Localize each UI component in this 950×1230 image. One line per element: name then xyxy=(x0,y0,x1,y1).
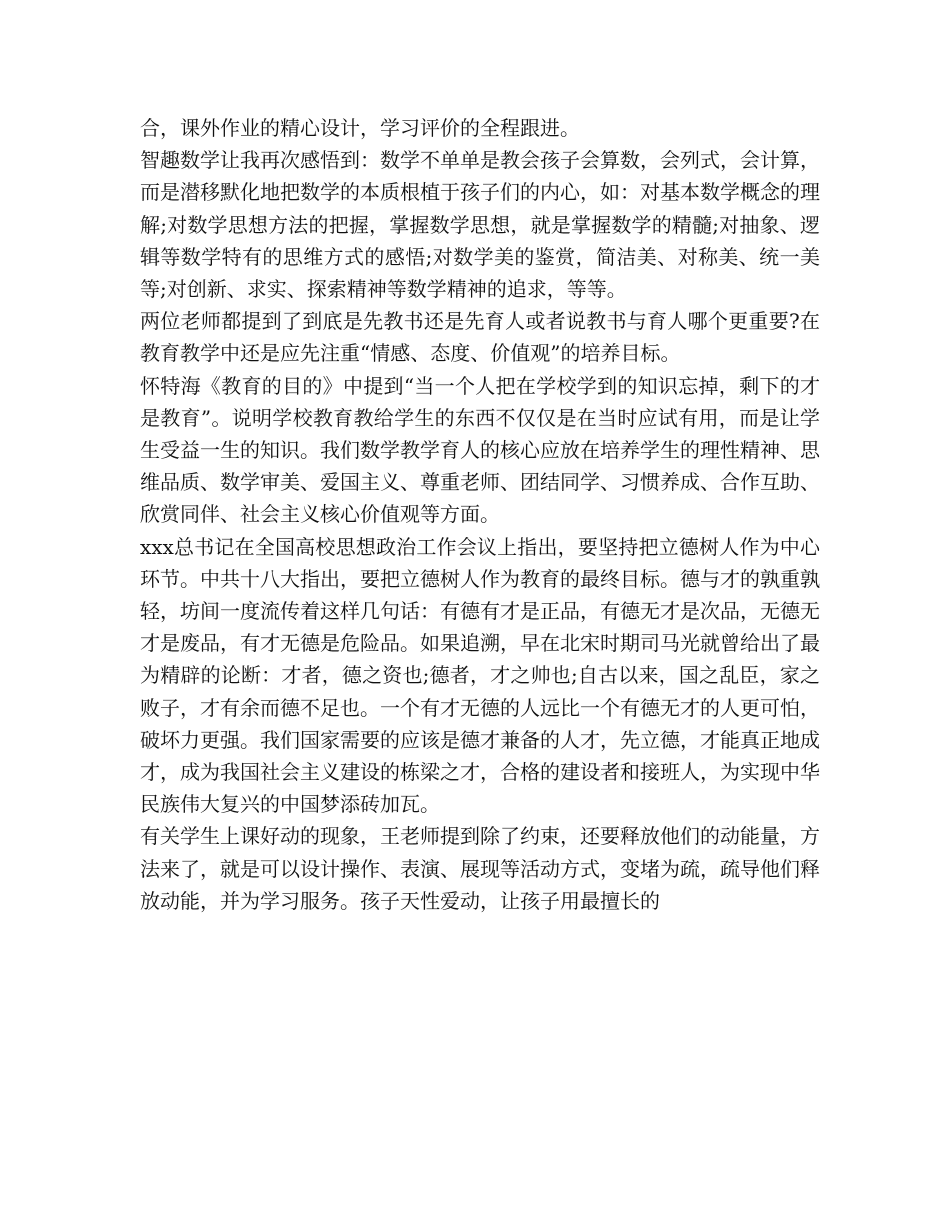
document-body xyxy=(140,112,820,917)
paragraph-active-students: 有关学生上课好动的现象，王老师提到除了约束，还要释放他们的动能量，方法来了，就是可以设计操作、表演、展现等活动方式，变堵为疏，疏导他们释放动能，并为学习服务。孩子天性爱动，让孩子用最擅长的 xyxy=(140,824,820,913)
paragraph-math-insight: 智趣数学让我再次感悟到：数学不单单是教会孩子会算数，会列式，会计算，而是潜移默化地把数学的本质根植于孩子们的内心，如：对基本数学概念的理解;对数学思想方法的把握，掌握数学思想，就是掌握数学的精髓;对抽象、逻辑等数学特有的思维方式的感悟;对数学美的鉴赏，简洁美、对称美、统一美等;对创新、求实、探索精神等数学精神的追求，等等。 xyxy=(140,148,820,302)
paragraph-moral-education: xxx总书记在全国高校思想政治工作会议上指出，要坚持把立德树人作为中心环节。中共十八大指出，要把立德树人作为教育的最终目标。德与才的孰重孰轻，坊间一度流传着这样几句话：有德有才是正品，有德无才是次品，无德无才是废品，有才无德是危险品。如果追溯，早在北宋时期司马光就曾给出了最为精辟的论断：才者，德之资也;德者，才之帅也;自古以来，国之乱臣，家之败子，才有余而德不足也。一个有才无德的人远比一个有德无才的人更可怕，破坏力更强。我们国家需要的应该是德才兼备的人才，先立德，才能真正地成才，成为我国社会主义建设的栋梁之才，合格的建设者和接班人，为实现中华民族伟大复兴的中国梦添砖加瓦。 xyxy=(140,534,820,817)
paragraph-continuation: 合，课外作业的精心设计，学习评价的全程跟进。 xyxy=(140,116,580,140)
paragraph-teaching-vs-educating: 两位老师都提到了到底是先教书还是先育人或者说教书与育人哪个更重要?在教育教学中还是应先注重“情感、态度、价值观”的培养目标。 xyxy=(140,309,820,366)
paragraph-whitehead-quote: 怀特海《教育的目的》中提到“当一个人把在学校学到的知识忘掉，剩下的才是教育”。说明学校教育教给学生的东西不仅仅是在当时应试有用，而是让学生受益一生的知识。我们数学教学育人的核心应放在培养学生的理性精神、思维品质、数学审美、爱国主义、尊重老师、团结同学、习惯养成、合作互助、欣赏同伴、社会主义核心价值观等方面。 xyxy=(140,373,820,527)
